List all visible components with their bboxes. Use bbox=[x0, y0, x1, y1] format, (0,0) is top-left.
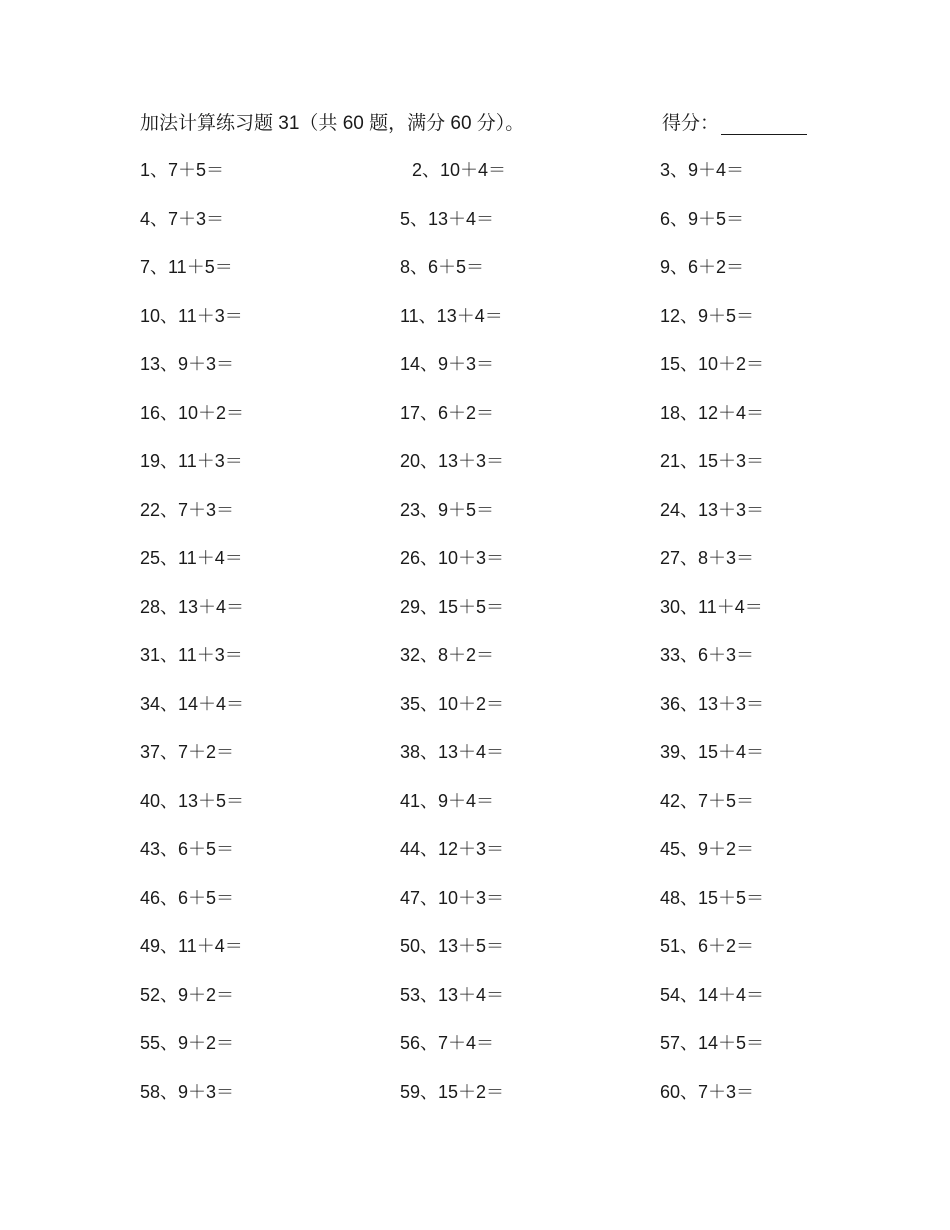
problem-item: 40、13＋5＝ bbox=[140, 790, 245, 811]
problem-item: 35、10＋2＝ bbox=[400, 693, 505, 714]
problem-item: 38、13＋4＝ bbox=[400, 742, 505, 762]
problem-item: 43、6＋5＝ bbox=[140, 839, 235, 859]
problem-item: 15、10＋2＝ bbox=[660, 354, 765, 374]
problem-item: 17、6＋2＝ bbox=[400, 402, 495, 423]
problem-item: 33、6＋3＝ bbox=[660, 645, 755, 665]
problem-item: 1、7＋5＝ bbox=[140, 160, 225, 180]
problem-item: 2、10＋4＝ bbox=[412, 160, 507, 180]
problem-item: 20、13＋3＝ bbox=[400, 451, 505, 471]
problem-item: 44、12＋3＝ bbox=[400, 839, 505, 859]
problem-item: 57、14＋5＝ bbox=[660, 1033, 765, 1053]
problem-item: 29、15＋5＝ bbox=[400, 596, 505, 617]
problem-item: 10、11＋3＝ bbox=[140, 305, 243, 326]
problem-item: 21、15＋3＝ bbox=[660, 451, 765, 471]
problem-item: 28、13＋4＝ bbox=[140, 596, 245, 617]
problem-item: 5、13＋4＝ bbox=[400, 208, 495, 229]
problem-item: 32、8＋2＝ bbox=[400, 645, 495, 665]
problem-item: 27、8＋3＝ bbox=[660, 548, 755, 568]
problem-item: 53、13＋4＝ bbox=[400, 984, 505, 1005]
problem-item: 41、9＋4＝ bbox=[400, 790, 495, 811]
problem-item: 4、7＋3＝ bbox=[140, 208, 225, 229]
problem-item: 34、14＋4＝ bbox=[140, 693, 245, 714]
problem-item: 56、7＋4＝ bbox=[400, 1033, 495, 1053]
problem-item: 47、10＋3＝ bbox=[400, 887, 505, 908]
problem-item: 54、14＋4＝ bbox=[660, 984, 765, 1005]
problem-item: 37、7＋2＝ bbox=[140, 742, 235, 762]
score-label: 得分： bbox=[662, 113, 720, 134]
problem-item: 39、15＋4＝ bbox=[660, 742, 765, 762]
problem-grid bbox=[140, 156, 820, 1126]
score-field bbox=[662, 108, 807, 135]
problem-item: 59、15＋2＝ bbox=[400, 1081, 505, 1102]
problem-item: 19、11＋3＝ bbox=[140, 451, 243, 471]
problem-item: 13、9＋3＝ bbox=[140, 354, 235, 374]
problem-item: 51、6＋2＝ bbox=[660, 936, 755, 956]
problem-item: 9、6＋2＝ bbox=[660, 257, 745, 277]
problem-item: 24、13＋3＝ bbox=[660, 499, 765, 520]
problem-item: 18、12＋4＝ bbox=[660, 402, 765, 423]
worksheet-title: 加法计算练习题 31（共 60 题，满分 60 分）。 bbox=[140, 113, 525, 134]
problem-item: 3、9＋4＝ bbox=[660, 160, 745, 180]
problem-item: 30、11＋4＝ bbox=[660, 596, 763, 617]
problem-item: 52、9＋2＝ bbox=[140, 984, 235, 1005]
problem-item: 16、10＋2＝ bbox=[140, 402, 245, 423]
problem-item: 14、9＋3＝ bbox=[400, 354, 495, 374]
problem-item: 25、11＋4＝ bbox=[140, 548, 243, 568]
problem-item: 42、7＋5＝ bbox=[660, 790, 755, 811]
problem-item: 60、7＋3＝ bbox=[660, 1081, 755, 1102]
problem-item: 11、13＋4＝ bbox=[400, 305, 503, 326]
problem-item: 22、7＋3＝ bbox=[140, 499, 235, 520]
problem-item: 12、9＋5＝ bbox=[660, 305, 755, 326]
problem-item: 8、6＋5＝ bbox=[400, 257, 485, 277]
problem-item: 36、13＋3＝ bbox=[660, 693, 765, 714]
problem-item: 26、10＋3＝ bbox=[400, 548, 505, 568]
problem-item: 58、9＋3＝ bbox=[140, 1081, 235, 1102]
worksheet-header bbox=[140, 108, 820, 136]
problem-item: 45、9＋2＝ bbox=[660, 839, 755, 859]
problem-item: 49、11＋4＝ bbox=[140, 936, 243, 956]
problem-item: 23、9＋5＝ bbox=[400, 499, 495, 520]
problem-item: 6、9＋5＝ bbox=[660, 208, 745, 229]
problem-item: 48、15＋5＝ bbox=[660, 887, 765, 908]
problem-item: 50、13＋5＝ bbox=[400, 936, 505, 956]
problem-item: 46、6＋5＝ bbox=[140, 887, 235, 908]
problem-item: 55、9＋2＝ bbox=[140, 1033, 235, 1053]
problem-item: 7、11＋5＝ bbox=[140, 257, 233, 277]
problem-item: 31、11＋3＝ bbox=[140, 645, 243, 665]
score-blank-line[interactable] bbox=[721, 114, 807, 135]
